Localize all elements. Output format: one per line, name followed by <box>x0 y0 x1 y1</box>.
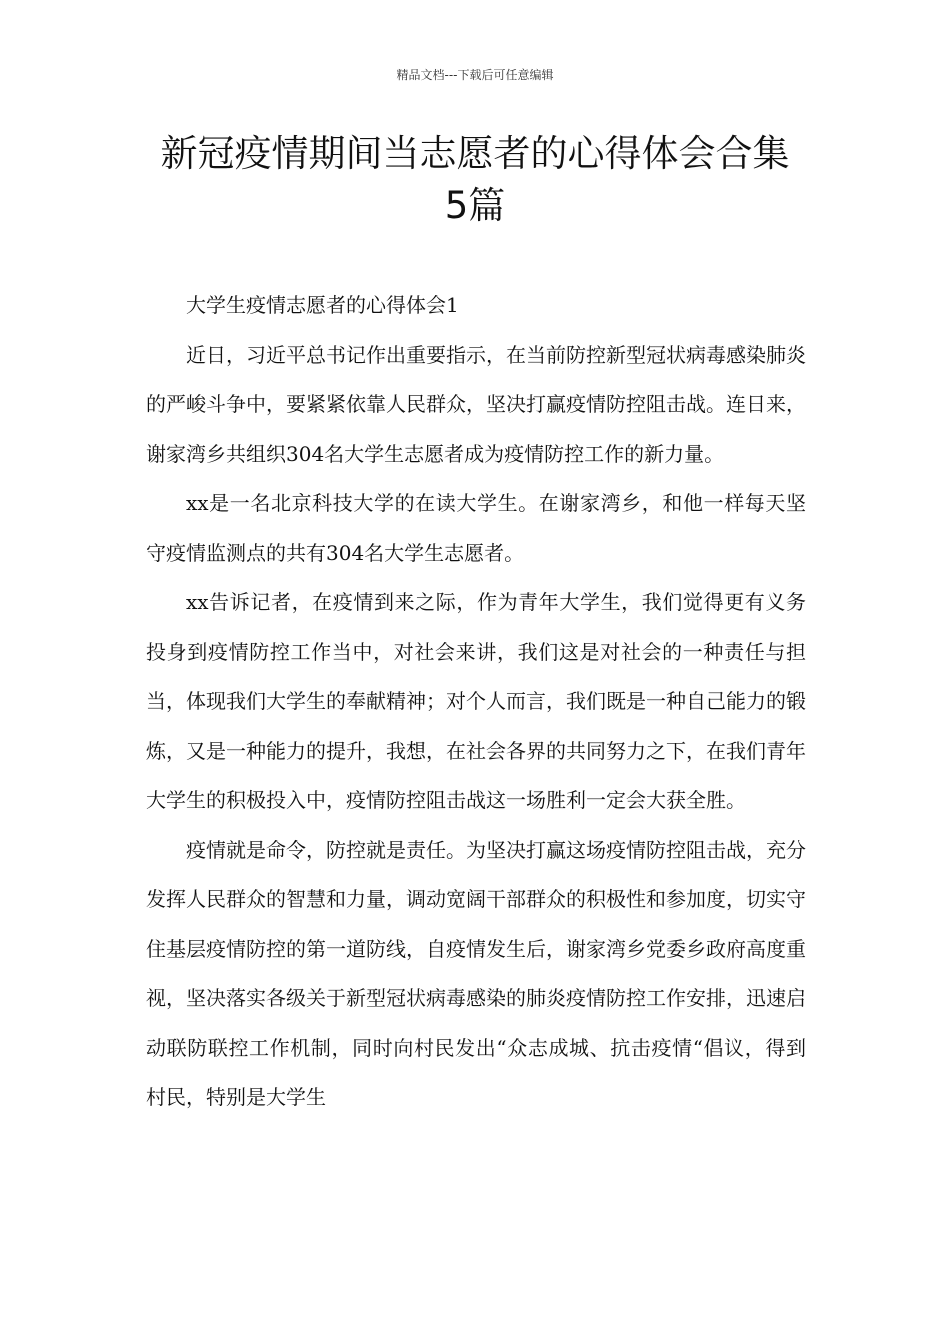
title-line-2: 5篇 <box>444 184 506 227</box>
section-heading: 大学生疫情志愿者的心得体会1 <box>186 293 459 317</box>
paragraph: 疫情就是命令，防控就是责任。为坚决打赢这场疫情防控阻击战，充分发挥人民群众的智慧和力量，调动宽阔干部群众的积极性和参加度，切实守住基层疫情防控的第一道防线，自疫情发生后，谢家湾乡党委乡政府高度重视，坚决落实各级关于新型冠状病毒感染的肺炎疫情防控工作安排，迅速启动联防联控工作机制，同时向村民发出“众志成城、抗击疫情“倡议，得到村民，特别是大学生 <box>146 837 806 1109</box>
paragraph: 近日，习近平总书记作出重要指示，在当前防控新型冠状病毒感染肺炎的严峻斗争中，要紧紧依靠人民群众，坚决打赢疫情防控阻击战。连日来，谢家湾乡共组织304名大学生志愿者成为疫情防控工作的新力量。 <box>146 342 806 466</box>
paragraph: xx告诉记者，在疫情到来之际，作为青年大学生，我们觉得更有义务投身到疫情防控工作当中，对社会来讲，我们这是对社会的一种责任与担当，体现我们大学生的奉献精神；对个人而言，我们既是一种自己能力的锻炼，又是一种能力的提升，我想，在社会各界的共同努力之下，在我们青年大学生的积极投入中，疫情防控阻击战这一场胜利一定会大获全胜。 <box>146 590 806 812</box>
document-title <box>120 128 830 232</box>
header-note: 精品文档---下载后可任意编辑 <box>396 68 554 82</box>
document-body <box>146 281 806 1123</box>
title-line-1: 新冠疫情期间当志愿者的心得体会合集 <box>160 132 790 175</box>
paragraph: xx是一名北京科技大学的在读大学生。在谢家湾乡，和他一样每天坚守疫情监测点的共有304名大学生志愿者。 <box>146 491 806 565</box>
